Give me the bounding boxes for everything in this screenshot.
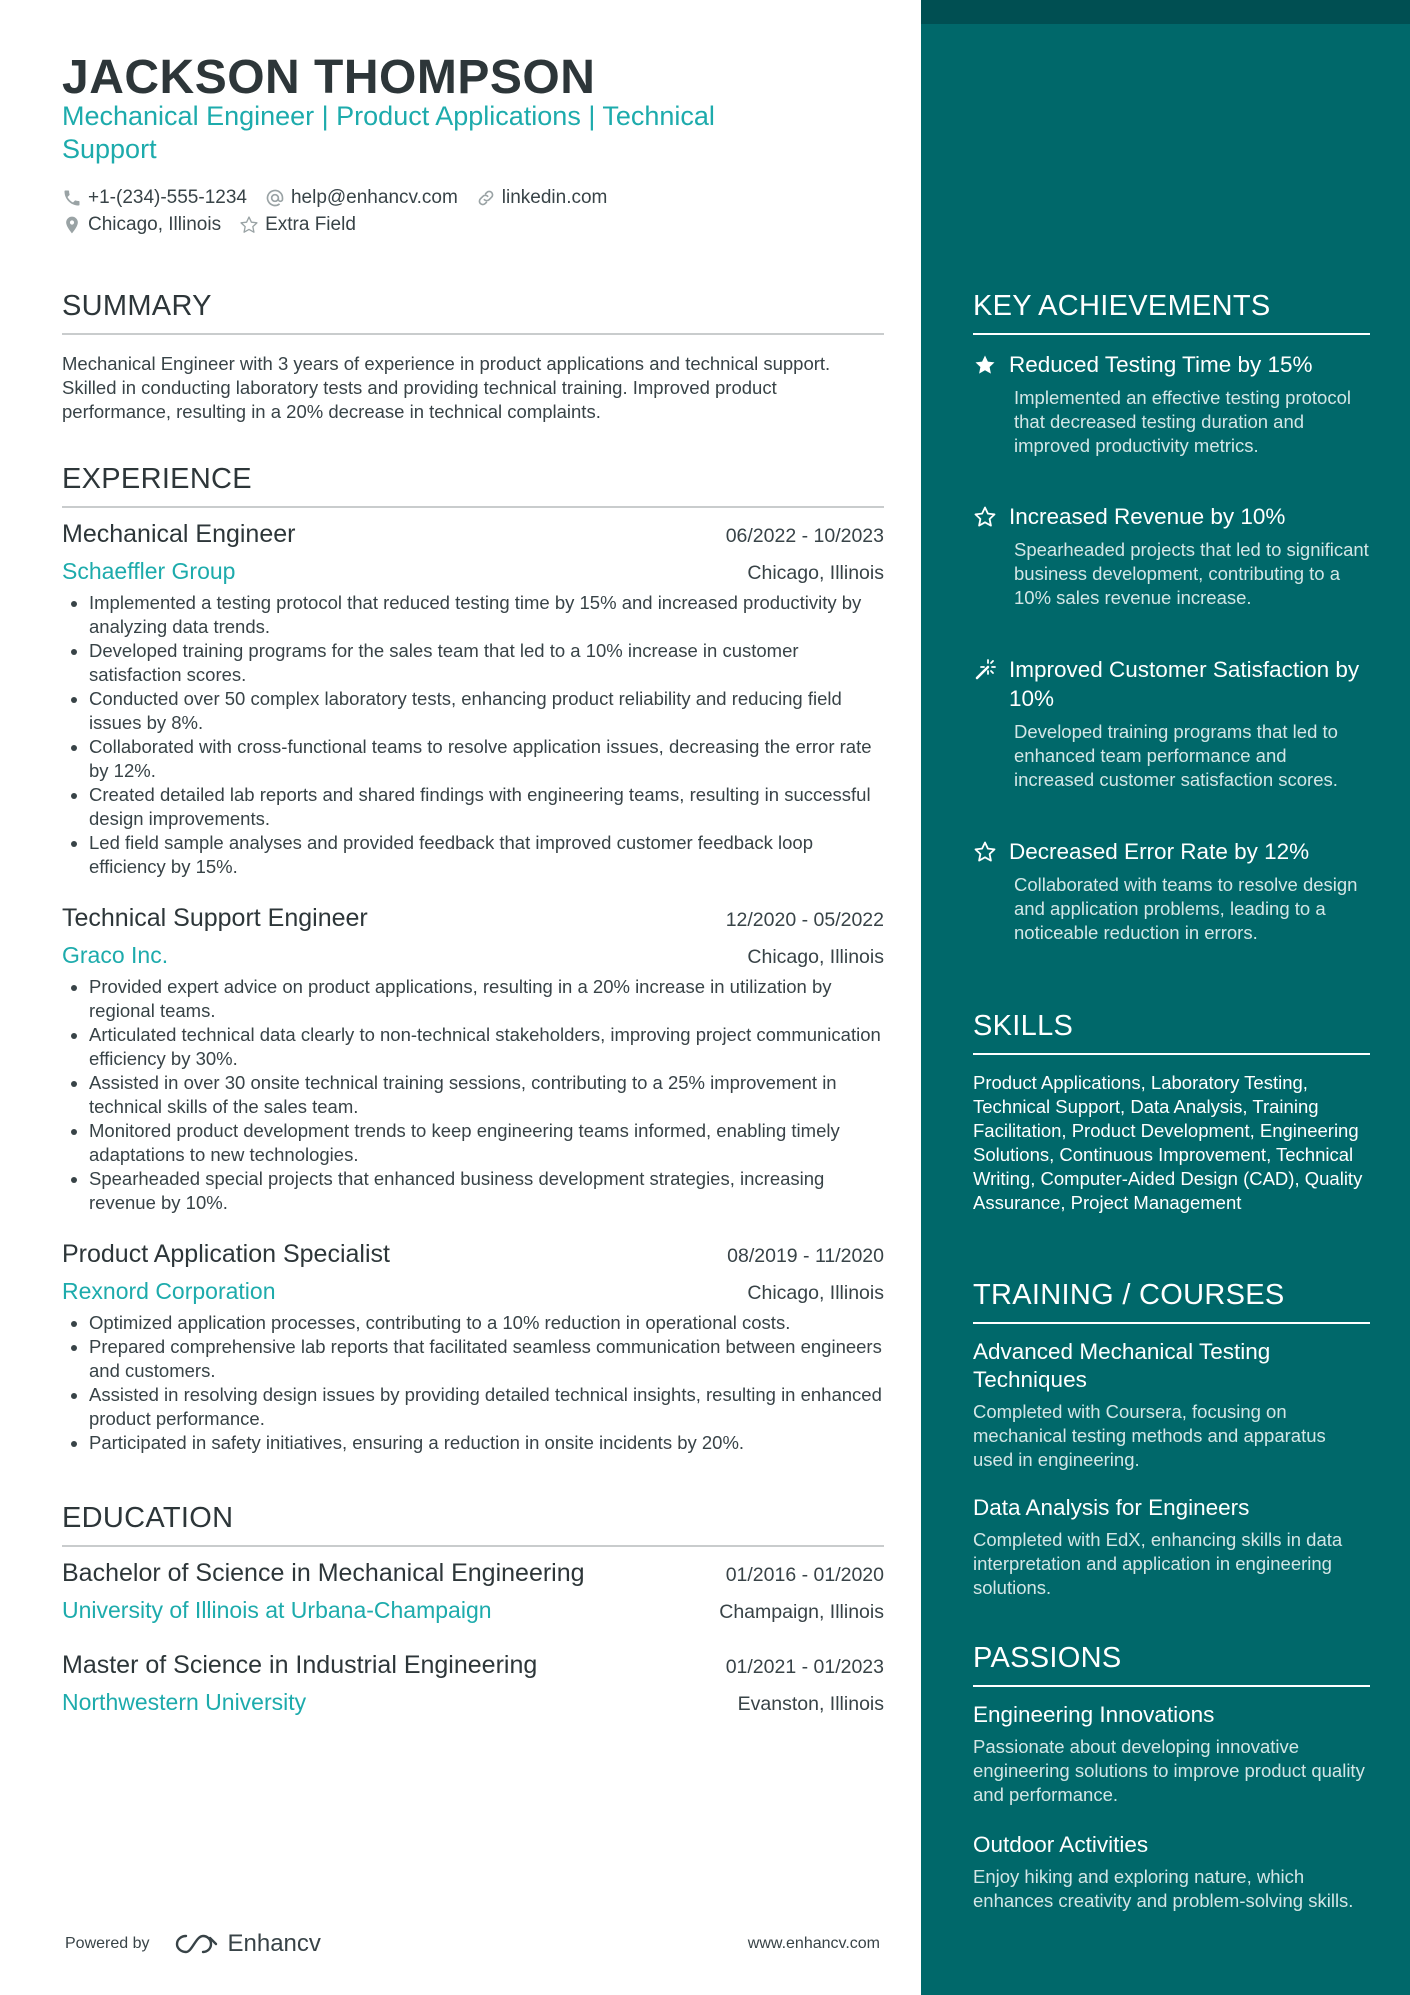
achievement-description: Implemented an effective testing protocol that decreased testing duration and improved productivity metrics. <box>1014 387 1351 456</box>
degree-title: Bachelor of Science in Mechanical Engineering <box>62 1559 585 1587</box>
job-bullet: • Assisted in over 30 onsite technical training sessions, contributing to a 25% improvement in technical skills of the sales team. <box>89 1071 884 1119</box>
magic-wand-icon <box>973 658 997 682</box>
link-icon <box>476 188 496 208</box>
contact-location <box>62 214 221 236</box>
contact-info <box>62 184 884 238</box>
training-heading: TRAINING / COURSES <box>973 1279 1370 1324</box>
passion-title: Engineering Innovations <box>973 1702 1215 1727</box>
job-dates: 06/2022 - 10/2023 <box>725 525 884 547</box>
job-bullets <box>62 591 884 879</box>
school-location: Champaign, Illinois <box>719 1601 884 1623</box>
job-bullet: • Provided expert advice on product applications, resulting in a 20% increase in utilization by regional teams. <box>89 975 884 1023</box>
experience-item <box>62 520 884 879</box>
job-bullet: • Developed training programs for the sales team that led to a 10% increase in customer satisfaction scores. <box>89 639 884 687</box>
passion-title: Outdoor Activities <box>973 1832 1149 1857</box>
company-name: Graco Inc. <box>62 942 169 968</box>
phone-icon <box>62 188 82 208</box>
training-description: Completed with Coursera, focusing on mechanical testing methods and apparatus used in engineering. <box>973 1401 1326 1470</box>
education-item <box>62 1559 884 1624</box>
school-location: Evanston, Illinois <box>737 1693 884 1715</box>
contact-phone <box>62 187 247 209</box>
job-location: Chicago, Illinois <box>747 562 884 584</box>
job-bullet: • Collaborated with cross-functional teams to resolve application issues, decreasing the error rate by 12%. <box>89 735 884 783</box>
job-title: Product Application Specialist <box>62 1240 390 1268</box>
achievement-item <box>973 655 1370 792</box>
job-bullet: • Prepared comprehensive lab reports that facilitated seamless communication between engineers and customers. <box>89 1335 884 1383</box>
education-heading: EDUCATION <box>62 1502 884 1547</box>
enhancv-logo[interactable] <box>174 1930 321 1958</box>
contact-extra <box>239 214 356 236</box>
passion-description: Enjoy hiking and exploring nature, which enhances creativity and problem-solving skills. <box>973 1866 1354 1911</box>
star-outline-icon <box>973 840 997 864</box>
training-item <box>973 1338 1370 1472</box>
passions-heading: PASSIONS <box>973 1642 1370 1687</box>
job-dates: 08/2019 - 11/2020 <box>727 1245 884 1267</box>
job-bullet: • Participated in safety initiatives, ensuring a reduction in onsite incidents by 20%. <box>89 1431 884 1455</box>
enhancv-logo-icon <box>174 1932 220 1956</box>
experience-item <box>62 904 884 1215</box>
training-title: Data Analysis for Engineers <box>973 1495 1250 1520</box>
achievement-description: Developed training programs that led to enhanced team performance and increased customer satisfaction scores. <box>1014 721 1338 790</box>
education-dates: 01/2016 - 01/2020 <box>725 1564 884 1586</box>
job-bullet: • Optimized application processes, contributing to a 10% reduction in operational costs. <box>89 1311 884 1335</box>
training-title: Advanced Mechanical Testing Techniques <box>973 1339 1271 1392</box>
sidebar-top-bar <box>921 0 1410 24</box>
star-outline-icon <box>973 505 997 529</box>
footer-url[interactable]: www.enhancv.com <box>747 1935 880 1952</box>
extra-field-text: Extra Field <box>265 213 356 235</box>
contact-email[interactable] <box>265 187 458 209</box>
powered-by-label: Powered by <box>65 1935 150 1952</box>
school-name: University of Illinois at Urbana-Champaign <box>62 1597 492 1623</box>
candidate-name: JACKSON THOMPSON <box>62 51 596 104</box>
passion-item <box>973 1831 1370 1913</box>
job-title: Mechanical Engineer <box>62 520 296 548</box>
job-bullets <box>62 1311 884 1455</box>
footer <box>65 1930 880 1958</box>
job-dates: 12/2020 - 05/2022 <box>725 909 884 931</box>
at-icon <box>265 188 285 208</box>
location-text: Chicago, Illinois <box>88 213 222 235</box>
achievement-item <box>973 502 1370 610</box>
summary-text: Mechanical Engineer with 3 years of experience in product applications and technical support. Skilled in conducting laboratory tests and providing technical training. Improved product performance, resulting in a 20% decrease in technical complaints. <box>62 353 831 422</box>
achievement-description: Spearheaded projects that led to significant business development, contributing to a 10% sales revenue increase. <box>1014 539 1369 608</box>
job-bullet: • Articulated technical data clearly to non-technical stakeholders, improving project communication efficiency by 30%. <box>89 1023 884 1071</box>
experience-item <box>62 1240 884 1455</box>
job-bullet: • Created detailed lab reports and shared findings with engineering teams, resulting in successful design improvements. <box>89 783 884 831</box>
achievements-heading: KEY ACHIEVEMENTS <box>973 290 1370 335</box>
job-title: Technical Support Engineer <box>62 904 368 932</box>
education-item <box>62 1651 884 1716</box>
education-dates: 01/2021 - 01/2023 <box>725 1656 884 1678</box>
achievement-title: Increased Revenue by 10% <box>1009 504 1286 529</box>
sidebar <box>921 0 1410 1995</box>
job-location: Chicago, Illinois <box>747 946 884 968</box>
linkedin-text: linkedin.com <box>501 186 608 208</box>
experience-heading: EXPERIENCE <box>62 463 884 508</box>
headline: Mechanical Engineer | Product Applications | Technical Support <box>62 101 715 164</box>
summary-heading: SUMMARY <box>62 290 884 335</box>
passion-item <box>973 1701 1370 1807</box>
star-outline-icon <box>239 215 259 235</box>
star-filled-icon <box>973 353 997 377</box>
achievement-item <box>973 837 1370 945</box>
company-name: Schaeffler Group <box>62 558 236 584</box>
location-pin-icon <box>62 215 82 235</box>
job-bullet: • Assisted in resolving design issues by providing detailed technical insights, resulting in enhanced product performance. <box>89 1383 884 1431</box>
job-location: Chicago, Illinois <box>747 1282 884 1304</box>
skills-heading: SKILLS <box>973 1010 1370 1055</box>
job-bullet: • Spearheaded special projects that enhanced business development strategies, increasing revenue by 10%. <box>89 1167 884 1215</box>
job-bullet: • Conducted over 50 complex laboratory tests, enhancing product reliability and reducing field issues by 8%. <box>89 687 884 735</box>
achievement-title: Reduced Testing Time by 15% <box>1009 352 1313 377</box>
phone-text: +1-(234)-555-1234 <box>88 186 247 208</box>
company-name: Rexnord Corporation <box>62 1278 276 1304</box>
achievement-item <box>973 350 1370 458</box>
achievement-title: Improved Customer Satisfaction by 10% <box>1009 657 1360 711</box>
job-bullet: • Monitored product development trends to keep engineering teams informed, enabling timely adaptations to new technologies. <box>89 1119 884 1167</box>
degree-title: Master of Science in Industrial Engineering <box>62 1651 538 1679</box>
contact-linkedin[interactable] <box>476 187 608 209</box>
job-bullet: • Led field sample analyses and provided feedback that improved customer feedback loop efficiency by 15%. <box>89 831 884 879</box>
school-name: Northwestern University <box>62 1689 307 1715</box>
training-description: Completed with EdX, enhancing skills in data interpretation and application in engineering solutions. <box>973 1529 1343 1598</box>
skills-list: Product Applications, Laboratory Testing, Technical Support, Data Analysis, Training Facilitation, Product Development, Engineering Solutions, Continuous Improvement, Technical Writing, Computer-Aided Design (CAD), Quality Assurance, Project Management <box>973 1072 1363 1213</box>
achievement-title: Decreased Error Rate by 12% <box>1009 839 1310 864</box>
passion-description: Passionate about developing innovative engineering solutions to improve product quality and performance. <box>973 1736 1365 1805</box>
enhancv-brand-text: Enhancv <box>227 1930 321 1957</box>
job-bullets <box>62 975 884 1215</box>
achievement-description: Collaborated with teams to resolve design and application problems, leading to a noticeable reduction in errors. <box>1014 874 1358 943</box>
email-text: help@enhancv.com <box>290 186 458 208</box>
job-bullet: • Implemented a testing protocol that reduced testing time by 15% and increased productivity by analyzing data trends. <box>89 591 884 639</box>
training-item <box>973 1494 1370 1600</box>
